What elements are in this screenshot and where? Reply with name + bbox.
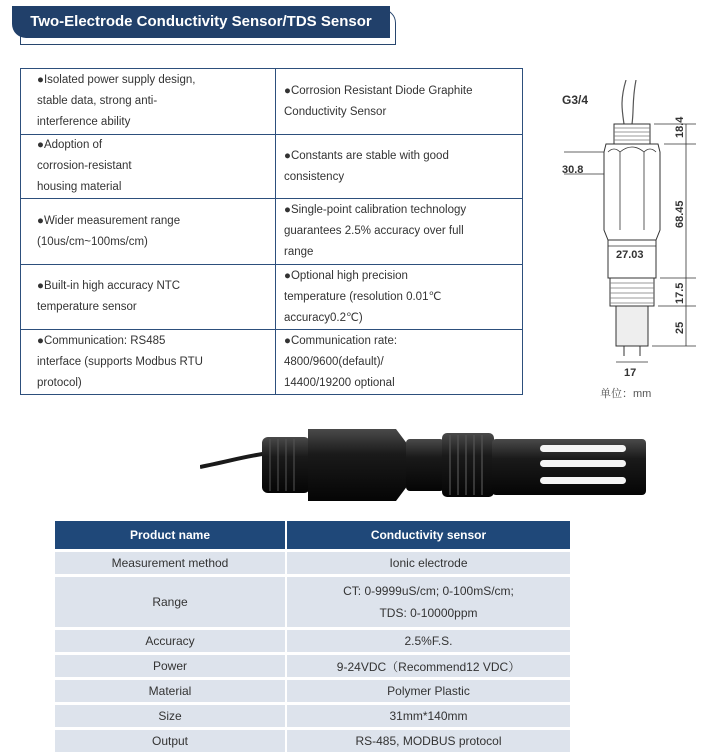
spec-value: RS-485, MODBUS protocol bbox=[287, 730, 570, 752]
spec-label: Size bbox=[55, 705, 285, 727]
feature-cell: ●Single-point calibration technology guarantees 2.5% accuracy over full range bbox=[276, 199, 523, 265]
body-diameter-label: 27.03 bbox=[616, 249, 644, 261]
guard-slot bbox=[540, 445, 626, 452]
spec-row bbox=[55, 630, 570, 652]
spec-label: Power bbox=[55, 655, 285, 677]
feature-row bbox=[21, 69, 523, 135]
feature-cell: ●Optional high precision temperature (resolution 0.01℃ accuracy0.2℃) bbox=[276, 265, 523, 330]
feature-cell: ●Corrosion Resistant Diode Graphite Conductivity Sensor bbox=[276, 69, 523, 135]
lower-thread-shape bbox=[610, 278, 654, 306]
spec-value: Polymer Plastic bbox=[287, 680, 570, 702]
tip-diameter-label: 17 bbox=[624, 367, 637, 379]
lower-thread-length-label: 17.5 bbox=[674, 282, 686, 304]
top-thread-shape bbox=[614, 124, 650, 144]
spec-row bbox=[55, 552, 570, 574]
sensor-dimension-drawing bbox=[528, 80, 706, 410]
spec-label: Material bbox=[55, 680, 285, 702]
spec-row bbox=[55, 655, 570, 677]
feature-row bbox=[21, 265, 523, 330]
spec-row bbox=[55, 730, 570, 752]
feature-cell: ●Communication: RS485 interface (supports Modbus RTU protocol) bbox=[21, 330, 276, 395]
spec-value: 9-24VDC（Recommend12 VDC） bbox=[287, 655, 570, 677]
thread-length-label: 18.4 bbox=[674, 116, 686, 138]
tip-length-label: 25 bbox=[674, 321, 686, 334]
spec-header-value: Conductivity sensor bbox=[287, 521, 570, 549]
title-banner bbox=[12, 6, 394, 46]
spec-row bbox=[55, 680, 570, 702]
spec-value: Ionic electrode bbox=[287, 552, 570, 574]
spec-label: Measurement method bbox=[55, 552, 285, 574]
features-table bbox=[20, 68, 523, 395]
spec-row bbox=[55, 705, 570, 727]
unit-label: 单位：mm bbox=[600, 388, 652, 400]
feature-cell: ●Adoption of corrosion-resistant housing material bbox=[21, 135, 276, 199]
feature-row bbox=[21, 199, 523, 265]
sensor-product-image bbox=[200, 415, 660, 515]
hex-diameter-label: 30.8 bbox=[562, 164, 584, 176]
guard-slot bbox=[540, 477, 626, 484]
electrode-tip-shape bbox=[616, 306, 648, 346]
spec-value: 31mm*140mm bbox=[287, 705, 570, 727]
feature-cell: ●Wider measurement range (10us/cm~100ms/cm) bbox=[21, 199, 276, 265]
hex-body-shape bbox=[604, 144, 660, 240]
spec-header-name: Product name bbox=[55, 521, 285, 549]
guard-slot bbox=[540, 460, 626, 467]
spec-value: 2.5%F.S. bbox=[287, 630, 570, 652]
feature-row bbox=[21, 330, 523, 395]
spec-label: Accuracy bbox=[55, 630, 285, 652]
feature-cell: ●Isolated power supply design, stable data, strong anti- interference ability bbox=[21, 69, 276, 135]
thread-label: G3/4 bbox=[562, 93, 589, 107]
feature-row bbox=[21, 135, 523, 199]
feature-cell: ●Constants are stable with good consistency bbox=[276, 135, 523, 199]
spec-header-row bbox=[55, 521, 570, 549]
mid-body-shape bbox=[406, 439, 444, 491]
cable-line bbox=[632, 80, 636, 124]
spec-label: Range bbox=[55, 577, 285, 627]
spec-label: Output bbox=[55, 730, 285, 752]
feature-cell: ●Built-in high accuracy NTC temperature sensor bbox=[21, 265, 276, 330]
spec-table bbox=[53, 518, 572, 755]
cable-shape bbox=[200, 453, 270, 467]
cable-line bbox=[622, 80, 626, 124]
feature-cell: ●Communication rate: 4800/9600(default)/ 14400/19200 optional bbox=[276, 330, 523, 395]
body-length-label: 68.45 bbox=[674, 200, 686, 228]
spec-row bbox=[55, 577, 570, 627]
page-title: Two-Electrode Conductivity Sensor/TDS Sensor bbox=[12, 6, 390, 38]
hex-body-photo-shape bbox=[308, 429, 408, 501]
spec-value: CT: 0-9999uS/cm; 0-100mS/cm; TDS: 0-10000ppm bbox=[287, 577, 570, 627]
